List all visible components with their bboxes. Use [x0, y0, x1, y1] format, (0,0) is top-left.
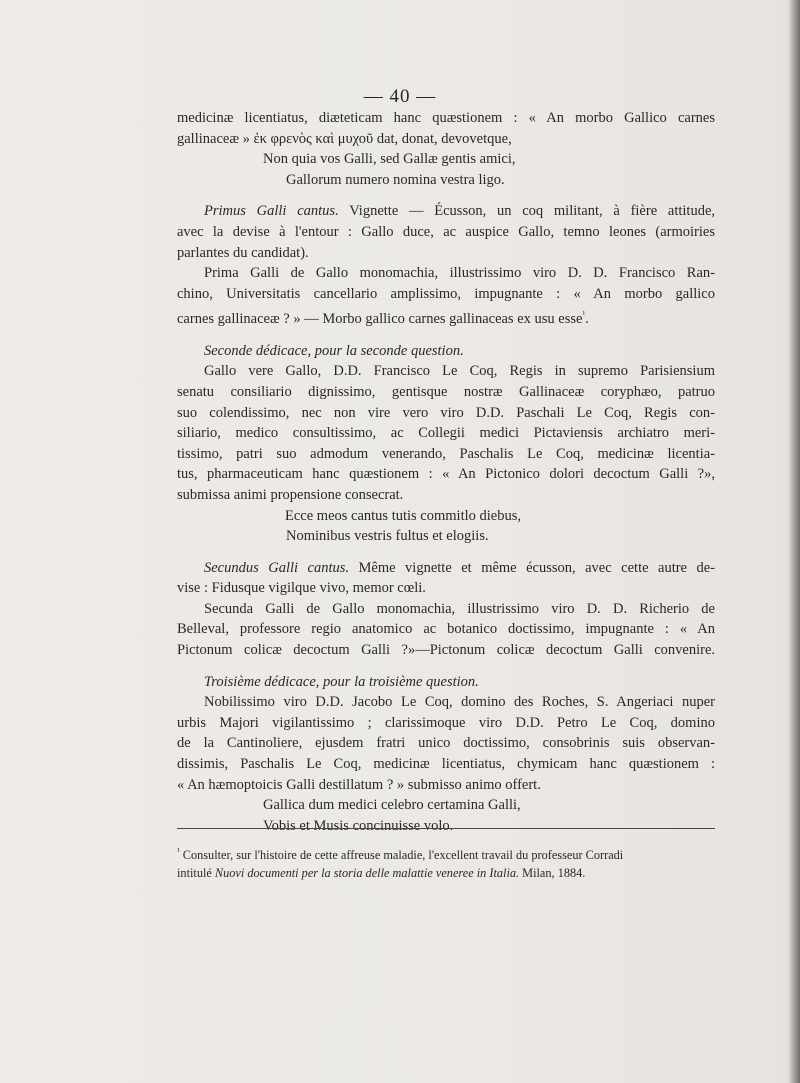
footnote-separator — [177, 828, 715, 829]
verse-line: Nominibus vestris fultus et elogiis. — [286, 528, 489, 545]
body-line: tus, pharmaceuticam hanc quæstionem : « An Pictonico dolori decoctum Galli ?», — [177, 466, 715, 483]
footnote-title-italic: Nuovi documenti per la storia delle malattie veneree in Italia. — [214, 866, 520, 881]
page-number: — 40 — — [363, 86, 437, 107]
section-heading-italic: Secundus Galli cantus. — [204, 559, 350, 576]
section-heading-line — [177, 558, 715, 579]
body-line: Gallo vere Gallo, D.D. Francisco Le Coq, Regis in supremo Parisiensium — [204, 363, 715, 380]
verse-line: Vobis et Musis concinuisse volo. — [263, 817, 454, 834]
section-heading-italic: Primus Galli cantus. — [204, 203, 339, 220]
body-line: gallinaceæ » ἐκ φρενὸς καὶ μυχοῦ dat, donat, devovetque, — [177, 130, 512, 147]
section-heading-line — [177, 201, 715, 222]
body-text: Vignette — Écusson, un coq militant, à fière attitude, — [338, 203, 715, 220]
footnote-text: intitulé — [177, 866, 215, 881]
footnote-marker: ¹ — [177, 846, 180, 856]
section-heading — [177, 672, 715, 693]
body-line — [177, 304, 715, 329]
body-line: Nobilissimo viro D.D. Jacobo Le Coq, domino des Roches, S. Angeriaci nuper — [204, 694, 715, 711]
body-line: Belleval, professore regio anatomico ac botanico doctissimo, impugnante : « An — [177, 621, 715, 638]
body-line: chino, Universitatis cancellario amplissimo, impugnante : « An morbo gallico — [177, 285, 715, 302]
body-line: suo colendissimo, nec non vire vero viro D.D. Paschali Le Coq, Regis con- — [177, 404, 715, 421]
body-text: . — [585, 311, 589, 328]
footnote-line — [177, 842, 715, 864]
body-line: medicinæ licentiatus, diæteticam hanc quæstionem : « An morbo Gallico carnes — [177, 110, 715, 126]
body-line: siliario, medico consultissimo, ac Collegii medici Pictaviensis archiatro meri- — [177, 425, 715, 442]
body-line: Pictonum colicæ decoctum Galli ?»—Pictonum colicæ decoctum Galli convenire. — [177, 642, 715, 659]
footnote-text: Consulter, sur l'histoire de cette affreuse maladie, l'excellent travail du professeur Corradi — [179, 848, 624, 863]
body-line: Secunda Galli de Gallo monomachia, illustrissimo viro D. D. Richerio de — [204, 600, 715, 617]
body-line: parlantes du candidat). — [177, 244, 309, 261]
body-line: « An hæmoptoicis Galli destillatum ? » submisso animo offert. — [177, 776, 541, 793]
page-body — [177, 108, 715, 836]
section-heading-italic: Seconde dédicace, pour la seconde question. — [204, 342, 464, 359]
body-line: de la Cantinoliere, ejusdem fratri unico doctissimo, consobrinis suis observan- — [177, 735, 715, 752]
body-line: tissimo, patri suo admodum venerando, Paschalis Le Coq, medicinæ licentia- — [177, 445, 715, 462]
body-text: Même vignette et même écusson, avec cette autre de- — [349, 559, 715, 576]
verse-line: Ecce meos cantus tutis commitlo diebus, — [285, 507, 521, 524]
footnote-line — [177, 864, 715, 882]
body-line: submissa animi propensione consecrat. — [177, 486, 404, 503]
body-line: dissimis, Paschalis Le Coq, medicinæ licentiatus, chymicam hanc quæstionem : — [177, 756, 715, 773]
footnote-text: Milan, 1884. — [519, 866, 586, 881]
body-line: urbis Majori vigilantissimo ; clarissimoque viro D.D. Petro Le Coq, domino — [177, 714, 715, 731]
verse-line: Gallorum numero nomina vestra ligo. — [286, 171, 505, 188]
footnote — [177, 842, 715, 882]
body-line: senatu consiliario dignissimo, gentisque nostræ Gallinaceæ coryphæo, patruo — [177, 383, 715, 400]
verse-line: Gallica dum medici celebro certamina Galli, — [263, 797, 521, 814]
section-heading-italic: Troisième dédicace, pour la troisième question. — [204, 673, 479, 690]
body-line: avec la devise à l'entour : Gallo duce, ac auspice Gallo, temno leones (armoiries — [177, 223, 715, 240]
body-text: carnes gallinaceæ ? » — Morbo gallico carnes gallinaceas ex usu esse — [177, 311, 583, 328]
body-line: vise : Fidusque vigilque vivo, memor cœli. — [177, 580, 426, 597]
section-heading — [177, 341, 715, 362]
body-line: Prima Galli de Gallo monomachia, illustrissimo viro D. D. Francisco Ran- — [204, 265, 715, 282]
book-binding-edge — [788, 0, 800, 1083]
footnote-reference: ¹ — [582, 309, 586, 320]
verse-line: Non quia vos Galli, sed Gallæ gentis amici, — [263, 151, 516, 168]
